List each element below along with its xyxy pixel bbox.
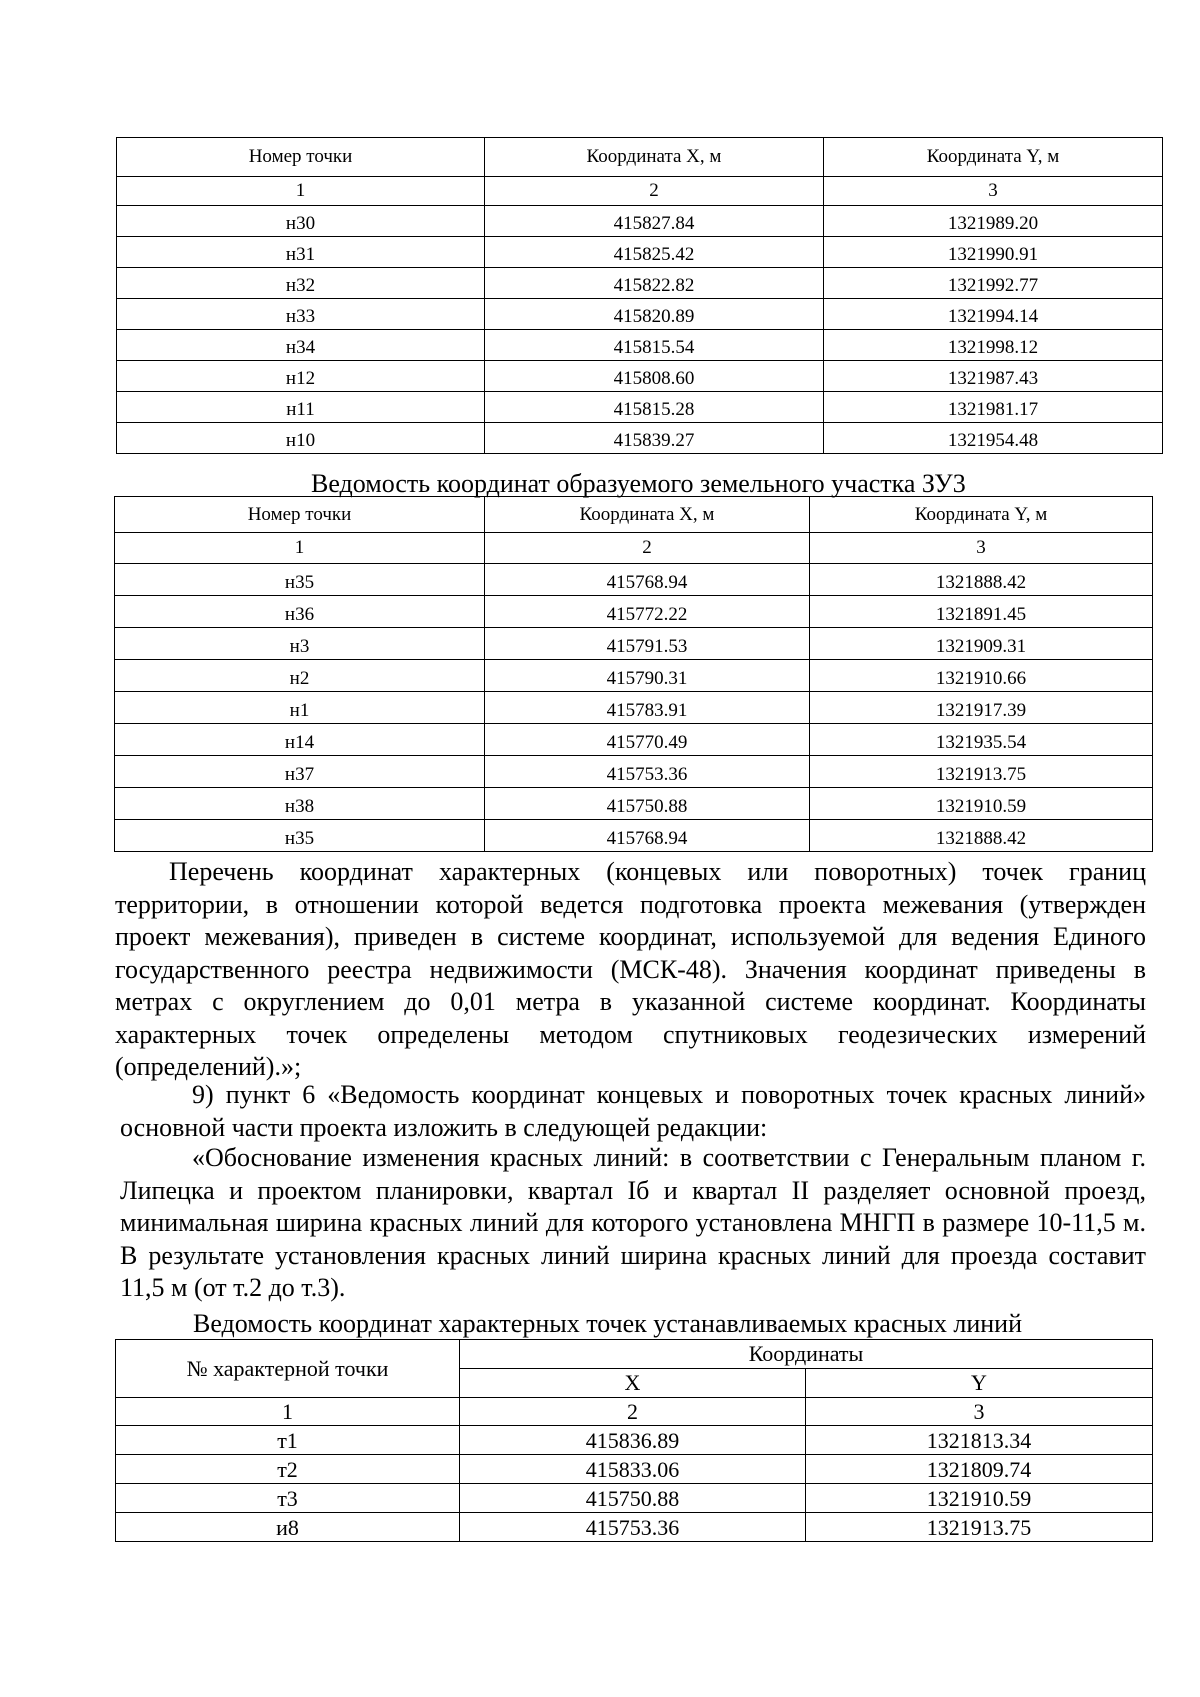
x-cell: 415791.53: [485, 628, 810, 660]
numbering-cell: 3: [806, 1398, 1153, 1426]
point-cell: н30: [117, 206, 485, 237]
header-x: X: [460, 1369, 806, 1398]
table-row: [115, 692, 1153, 724]
table-row: [117, 237, 1163, 268]
x-cell: 415772.22: [485, 596, 810, 628]
red-lines-table: [115, 1339, 1153, 1542]
numbering-cell: 1: [117, 177, 485, 206]
numbering-cell: 3: [810, 533, 1153, 564]
table-row: [115, 788, 1153, 820]
paragraph-item-9: 9) пункт 6 «Ведомость координат концевых и поворотных точек красных линий» основной части проекта изложить в следующей редакции:: [120, 1080, 1146, 1142]
y-cell: 1321910.59: [810, 788, 1153, 820]
table-numbering-row: [117, 177, 1163, 206]
numbering-cell: 3: [824, 177, 1163, 206]
numbering-cell: 2: [485, 533, 810, 564]
point-cell: н12: [117, 361, 485, 392]
x-cell: 415790.31: [485, 660, 810, 692]
y-cell: 1321981.17: [824, 392, 1163, 423]
table-numbering-row: [115, 533, 1153, 564]
y-cell: 1321987.43: [824, 361, 1163, 392]
table-row: [115, 628, 1153, 660]
table-row: [115, 756, 1153, 788]
point-cell: н35: [115, 820, 485, 852]
table-row: [117, 423, 1163, 454]
table-row: [116, 1426, 1153, 1455]
header-point-number: Номер точки: [117, 138, 485, 177]
x-cell: 415827.84: [485, 206, 824, 237]
coordinates-table-1: [116, 137, 1163, 454]
point-cell: н3: [115, 628, 485, 660]
y-cell: 1321935.54: [810, 724, 1153, 756]
numbering-cell: 1: [116, 1398, 460, 1426]
y-cell: 1321954.48: [824, 423, 1163, 454]
point-cell: н2: [115, 660, 485, 692]
x-cell: 415750.88: [460, 1484, 806, 1513]
x-cell: 415750.88: [485, 788, 810, 820]
y-cell: 1321809.74: [806, 1455, 1153, 1484]
table-header-row: [115, 497, 1153, 533]
x-cell: 415783.91: [485, 692, 810, 724]
point-cell: н36: [115, 596, 485, 628]
y-cell: 1321891.45: [810, 596, 1153, 628]
table-row: [115, 564, 1153, 596]
x-cell: 415770.49: [485, 724, 810, 756]
point-cell: н10: [117, 423, 485, 454]
table-row: [115, 660, 1153, 692]
y-cell: 1321998.12: [824, 330, 1163, 361]
y-cell: 1321913.75: [810, 756, 1153, 788]
point-cell: н32: [117, 268, 485, 299]
x-cell: 415836.89: [460, 1426, 806, 1455]
x-cell: 415815.28: [485, 392, 824, 423]
x-cell: 415753.36: [485, 756, 810, 788]
point-cell: н11: [117, 392, 485, 423]
y-cell: 1321913.75: [806, 1513, 1153, 1542]
x-cell: 415753.36: [460, 1513, 806, 1542]
point-cell: т2: [116, 1455, 460, 1484]
table-row: [115, 820, 1153, 852]
point-cell: т3: [116, 1484, 460, 1513]
table-numbering-row: [116, 1398, 1153, 1426]
table-row: [117, 268, 1163, 299]
x-cell: 415768.94: [485, 564, 810, 596]
point-cell: т1: [116, 1426, 460, 1455]
table-3-caption: Ведомость координат характерных точек устанавливаемых красных линий: [193, 1309, 1022, 1338]
x-cell: 415820.89: [485, 299, 824, 330]
table-row: [117, 392, 1163, 423]
numbering-cell: 2: [485, 177, 824, 206]
point-cell: н35: [115, 564, 485, 596]
table-row: [116, 1513, 1153, 1542]
y-cell: 1321910.59: [806, 1484, 1153, 1513]
table-row: [115, 596, 1153, 628]
table-row: [115, 724, 1153, 756]
numbering-cell: 2: [460, 1398, 806, 1426]
point-cell: н33: [117, 299, 485, 330]
header-coord-y: Координата Y, м: [824, 138, 1163, 177]
x-cell: 415808.60: [485, 361, 824, 392]
table-row: [117, 361, 1163, 392]
point-cell: н34: [117, 330, 485, 361]
header-coord-x: Координата X, м: [485, 138, 824, 177]
table-row: [117, 206, 1163, 237]
table-row: [117, 299, 1163, 330]
x-cell: 415825.42: [485, 237, 824, 268]
header-y: Y: [806, 1369, 1153, 1398]
paragraph-red-lines-justification: «Обоснование изменения красных линий: в соответствии с Генеральным планом г. Липецка и проектом планировки, квартал Iб и квартал II разделяет основной проезд, минимальная ширина красных линий для которого установлена МНГП в размере 10-11,5 м. В результате установления красных линий ширина красных линий для проезда составит 11,5 м (от т.2 до т.3).: [120, 1143, 1146, 1302]
y-cell: 1321989.20: [824, 206, 1163, 237]
y-cell: 1321888.42: [810, 564, 1153, 596]
table-row: [117, 330, 1163, 361]
table-header-row: [117, 138, 1163, 177]
y-cell: 1321813.34: [806, 1426, 1153, 1455]
header-point-number: № характерной точки: [116, 1340, 460, 1398]
y-cell: 1321992.77: [824, 268, 1163, 299]
y-cell: 1321990.91: [824, 237, 1163, 268]
x-cell: 415815.54: [485, 330, 824, 361]
y-cell: 1321994.14: [824, 299, 1163, 330]
header-point-number: Номер точки: [115, 497, 485, 533]
coordinates-table-2: [114, 496, 1153, 852]
point-cell: н37: [115, 756, 485, 788]
table-row: [116, 1484, 1153, 1513]
point-cell: н31: [117, 237, 485, 268]
point-cell: н1: [115, 692, 485, 724]
header-coordinates: Координаты: [460, 1340, 1153, 1369]
table-2-caption: Ведомость координат образуемого земельного участка ЗУ3: [311, 469, 966, 498]
x-cell: 415839.27: [485, 423, 824, 454]
x-cell: 415833.06: [460, 1455, 806, 1484]
y-cell: 1321910.66: [810, 660, 1153, 692]
point-cell: н14: [115, 724, 485, 756]
header-coord-y: Координата Y, м: [810, 497, 1153, 533]
x-cell: 415822.82: [485, 268, 824, 299]
table-header-row: [116, 1340, 1153, 1369]
y-cell: 1321888.42: [810, 820, 1153, 852]
numbering-cell: 1: [115, 533, 485, 564]
x-cell: 415768.94: [485, 820, 810, 852]
header-coord-x: Координата X, м: [485, 497, 810, 533]
point-cell: н38: [115, 788, 485, 820]
paragraph-coordinates-info: Перечень координат характерных (концевых или поворотных) точек границ территории, в отношении которой ведется подготовка проекта межевания (утвержден проект межевания), приведен в системе координат, используемой для ведения Единого государственного реестра недвижимости (МСК-48). Значения координат приведены в метрах с округлением до 0,01 метра в указанной системе координат. Координаты характерных точек определены методом спутниковых геодезических измерений (определений).»;: [115, 857, 1146, 1081]
y-cell: 1321917.39: [810, 692, 1153, 724]
table-row: [116, 1455, 1153, 1484]
y-cell: 1321909.31: [810, 628, 1153, 660]
point-cell: и8: [116, 1513, 460, 1542]
